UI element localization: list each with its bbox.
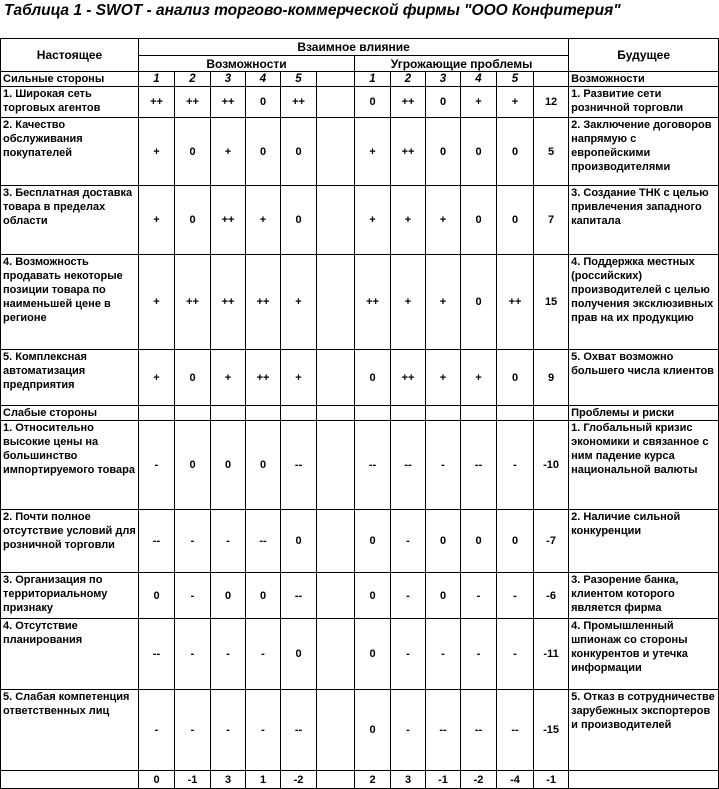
- strengths-future: 4. Поддержка местных (российских) производителей с целью получения эксклюзивных прав на их продукцию: [569, 255, 719, 350]
- opportunity-score: -: [211, 619, 246, 690]
- threat-score: 0: [461, 255, 497, 350]
- table-row: [1, 255, 719, 350]
- spacer-cell: [317, 421, 355, 510]
- header-interaction: Взаимное влияние: [139, 39, 569, 56]
- table-row: [1, 87, 719, 118]
- row-total: 9: [534, 350, 569, 406]
- spacer-cell: [317, 87, 355, 118]
- strengths-future: 2. Заключение договоров напрямую с европейскими производителями: [569, 118, 719, 186]
- opportunity-score: +: [211, 118, 246, 186]
- threat-score: --: [426, 690, 461, 771]
- opportunity-score: --: [281, 421, 317, 510]
- section-row: [1, 406, 719, 421]
- spacer-cell: [317, 118, 355, 186]
- weaknesses-label: 2. Почти полное отсутствие условий для розничной торговли: [1, 510, 139, 573]
- spacer-cell: [139, 406, 175, 421]
- threat-score: 0: [461, 510, 497, 573]
- threat-score: --: [391, 421, 426, 510]
- opportunity-score: -: [246, 619, 281, 690]
- table-row: [1, 186, 719, 255]
- threat-score: ++: [355, 255, 391, 350]
- opportunity-score: --: [139, 619, 175, 690]
- opportunity-score: ++: [139, 87, 175, 118]
- threat-score: --: [461, 421, 497, 510]
- thr-col-num: 3: [426, 72, 461, 87]
- threat-score: ++: [497, 255, 534, 350]
- opportunity-score: 0: [211, 573, 246, 619]
- threat-score: +: [426, 255, 461, 350]
- row-total: -6: [534, 573, 569, 619]
- spacer-cell: [534, 406, 569, 421]
- spacer-cell: [281, 406, 317, 421]
- spacer-cell: [426, 406, 461, 421]
- spacer-cell: [569, 771, 719, 789]
- threat-total: -2: [461, 771, 497, 789]
- opportunity-score: --: [281, 573, 317, 619]
- opportunity-total: 0: [139, 771, 175, 789]
- opportunity-score: --: [139, 510, 175, 573]
- threat-score: -: [391, 573, 426, 619]
- threat-score: +: [355, 118, 391, 186]
- threat-score: 0: [461, 118, 497, 186]
- opportunity-score: 0: [246, 118, 281, 186]
- spacer-cell: [317, 619, 355, 690]
- spacer-cell: [355, 406, 391, 421]
- threat-score: --: [497, 690, 534, 771]
- opportunity-score: 0: [139, 573, 175, 619]
- strengths-future: 3. Создание ТНК с целью привлечения западного капитала: [569, 186, 719, 255]
- opportunity-score: 0: [281, 118, 317, 186]
- threat-score: 0: [497, 186, 534, 255]
- spacer-cell: [317, 771, 355, 789]
- opportunity-score: +: [281, 255, 317, 350]
- opportunity-total: -2: [281, 771, 317, 789]
- table-title: Таблица 1 - SWOT - анализ торгово-коммерческой фирмы "ООО Конфитерия": [4, 2, 621, 19]
- row-total: -10: [534, 421, 569, 510]
- section-strengths: Сильные стороны: [1, 72, 139, 87]
- weaknesses-label: 1. Относительно высокие цены на большинство импортируемого товара: [1, 421, 139, 510]
- threat-score: --: [461, 690, 497, 771]
- opportunity-score: ++: [246, 350, 281, 406]
- opp-col-num: 1: [139, 72, 175, 87]
- row-total: 15: [534, 255, 569, 350]
- opportunity-score: ++: [175, 255, 211, 350]
- opportunity-score: 0: [211, 421, 246, 510]
- threat-score: -: [497, 573, 534, 619]
- threat-score: 0: [355, 690, 391, 771]
- row-total: -15: [534, 690, 569, 771]
- threat-score: 0: [461, 186, 497, 255]
- opportunity-score: --: [281, 690, 317, 771]
- table-row: [1, 421, 719, 510]
- thr-col-num: 5: [497, 72, 534, 87]
- strengths-label: 2. Качество обслуживания покупателей: [1, 118, 139, 186]
- threat-score: -: [426, 421, 461, 510]
- opportunity-score: +: [246, 186, 281, 255]
- threat-score: +: [391, 255, 426, 350]
- threat-score: -: [497, 619, 534, 690]
- spacer-cell: [461, 406, 497, 421]
- row-total: 7: [534, 186, 569, 255]
- threat-score: +: [461, 87, 497, 118]
- threat-score: --: [355, 421, 391, 510]
- threat-score: -: [391, 619, 426, 690]
- opp-col-num: 3: [211, 72, 246, 87]
- table-row: [1, 350, 719, 406]
- opportunity-score: ++: [175, 87, 211, 118]
- weaknesses-future: 1. Глобальный кризис экономики и связанное с ним падение курса национальной валюты: [569, 421, 719, 510]
- opp-col-num: 2: [175, 72, 211, 87]
- spacer-cell: [391, 406, 426, 421]
- table-row: [1, 690, 719, 771]
- threat-score: 0: [426, 510, 461, 573]
- threat-score: 0: [355, 350, 391, 406]
- opportunity-score: -: [246, 690, 281, 771]
- opportunity-score: ++: [211, 87, 246, 118]
- threat-score: -: [461, 573, 497, 619]
- opportunity-score: ++: [211, 255, 246, 350]
- weaknesses-label: 3. Организация по территориальному признаку: [1, 573, 139, 619]
- opportunity-total: 1: [246, 771, 281, 789]
- opportunity-score: ++: [246, 255, 281, 350]
- spacer-cell: [317, 573, 355, 619]
- row-total: -11: [534, 619, 569, 690]
- opportunity-score: -: [139, 421, 175, 510]
- threat-score: 0: [497, 350, 534, 406]
- opportunity-total: -1: [175, 771, 211, 789]
- threat-score: ++: [391, 350, 426, 406]
- spacer-cell: [246, 406, 281, 421]
- table-row: [1, 510, 719, 573]
- opportunity-score: -: [211, 690, 246, 771]
- opportunity-score: +: [139, 186, 175, 255]
- row-total: -7: [534, 510, 569, 573]
- weaknesses-future: 2. Наличие сильной конкуренции: [569, 510, 719, 573]
- threat-score: 0: [497, 510, 534, 573]
- opportunity-score: 0: [281, 619, 317, 690]
- table-row: [1, 619, 719, 690]
- strengths-future: 5. Охват возможно большего числа клиентов: [569, 350, 719, 406]
- threat-score: 0: [355, 619, 391, 690]
- strengths-label: 5. Комплексная автоматизация предприятия: [1, 350, 139, 406]
- threat-score: -: [497, 421, 534, 510]
- spacer-cell: [317, 350, 355, 406]
- opportunity-score: 0: [246, 87, 281, 118]
- opportunity-score: +: [139, 255, 175, 350]
- weaknesses-future: 3. Разорение банка, клиентом которого является фирма: [569, 573, 719, 619]
- opp-col-num: 5: [281, 72, 317, 87]
- section-problems-risks: Проблемы и риски: [569, 406, 719, 421]
- opportunity-score: ++: [281, 87, 317, 118]
- opportunity-score: -: [139, 690, 175, 771]
- spacer-cell: [175, 406, 211, 421]
- opportunity-score: -: [175, 510, 211, 573]
- threat-score: 0: [355, 573, 391, 619]
- opportunity-score: 0: [175, 186, 211, 255]
- totals-row: [1, 771, 719, 789]
- section-weaknesses: Слабые стороны: [1, 406, 139, 421]
- section-future-opportunities: Возможности: [569, 72, 719, 87]
- opportunity-score: +: [139, 350, 175, 406]
- opportunity-score: 0: [246, 421, 281, 510]
- header-opportunities: Возможности: [139, 56, 355, 72]
- spacer-cell: [317, 72, 355, 87]
- row-total: 5: [534, 118, 569, 186]
- threat-score: 0: [426, 573, 461, 619]
- opp-col-num: 4: [246, 72, 281, 87]
- strengths-label: 4. Возможность продавать некоторые позиции товара по наименьшей цене в регионе: [1, 255, 139, 350]
- spacer-cell: [534, 72, 569, 87]
- spacer-cell: [317, 690, 355, 771]
- opportunity-score: 0: [246, 573, 281, 619]
- opportunity-score: -: [175, 573, 211, 619]
- header-present: Настоящее: [1, 39, 139, 72]
- threat-score: 0: [426, 118, 461, 186]
- opportunity-score: 0: [175, 421, 211, 510]
- threat-score: -: [391, 690, 426, 771]
- weaknesses-label: 4. Отсутствие планирования: [1, 619, 139, 690]
- threat-score: +: [497, 87, 534, 118]
- threat-score: +: [461, 350, 497, 406]
- table-row: [1, 118, 719, 186]
- opportunity-score: +: [211, 350, 246, 406]
- weaknesses-label: 5. Слабая компетенция ответственных лиц: [1, 690, 139, 771]
- swot-table: [0, 38, 719, 789]
- spacer-cell: [317, 406, 355, 421]
- threat-score: -: [391, 510, 426, 573]
- threat-score: ++: [391, 87, 426, 118]
- strengths-label: 3. Бесплатная доставка товара в пределах области: [1, 186, 139, 255]
- opportunity-score: -: [211, 510, 246, 573]
- spacer-cell: [317, 186, 355, 255]
- opportunity-score: --: [246, 510, 281, 573]
- opportunity-score: +: [281, 350, 317, 406]
- spacer-cell: [497, 406, 534, 421]
- header-future: Будущее: [569, 39, 719, 72]
- threat-total: -1: [426, 771, 461, 789]
- strengths-label: 1. Широкая сеть торговых агентов: [1, 87, 139, 118]
- opportunity-score: 0: [175, 118, 211, 186]
- strengths-future: 1. Развитие сети розничной торговли: [569, 87, 719, 118]
- header-threats: Угрожающие проблемы: [355, 56, 569, 72]
- threat-score: 0: [355, 87, 391, 118]
- thr-col-num: 1: [355, 72, 391, 87]
- threat-score: +: [426, 350, 461, 406]
- opportunity-total: 3: [211, 771, 246, 789]
- spacer-cell: [317, 510, 355, 573]
- thr-col-num: 2: [391, 72, 426, 87]
- opportunity-score: 0: [281, 186, 317, 255]
- threat-total: -4: [497, 771, 534, 789]
- table-row: [1, 573, 719, 619]
- threat-score: +: [355, 186, 391, 255]
- threat-total: 3: [391, 771, 426, 789]
- opportunity-score: -: [175, 619, 211, 690]
- threat-score: -: [461, 619, 497, 690]
- threat-score: ++: [391, 118, 426, 186]
- spacer-cell: [1, 771, 139, 789]
- threat-score: +: [391, 186, 426, 255]
- threat-score: +: [426, 186, 461, 255]
- weaknesses-future: 4. Промышленный шпионаж со стороны конкурентов и утечка информации: [569, 619, 719, 690]
- grand-total: -1: [534, 771, 569, 789]
- opportunity-score: 0: [281, 510, 317, 573]
- opportunity-score: ++: [211, 186, 246, 255]
- opportunity-score: 0: [175, 350, 211, 406]
- spacer-cell: [211, 406, 246, 421]
- threat-total: 2: [355, 771, 391, 789]
- threat-score: -: [426, 619, 461, 690]
- thr-col-num: 4: [461, 72, 497, 87]
- row-total: 12: [534, 87, 569, 118]
- opportunity-score: -: [175, 690, 211, 771]
- threat-score: 0: [497, 118, 534, 186]
- threat-score: 0: [355, 510, 391, 573]
- weaknesses-future: 5. Отказ в сотрудничестве зарубежных экспортеров и производителей: [569, 690, 719, 771]
- opportunity-score: +: [139, 118, 175, 186]
- threat-score: 0: [426, 87, 461, 118]
- spacer-cell: [317, 255, 355, 350]
